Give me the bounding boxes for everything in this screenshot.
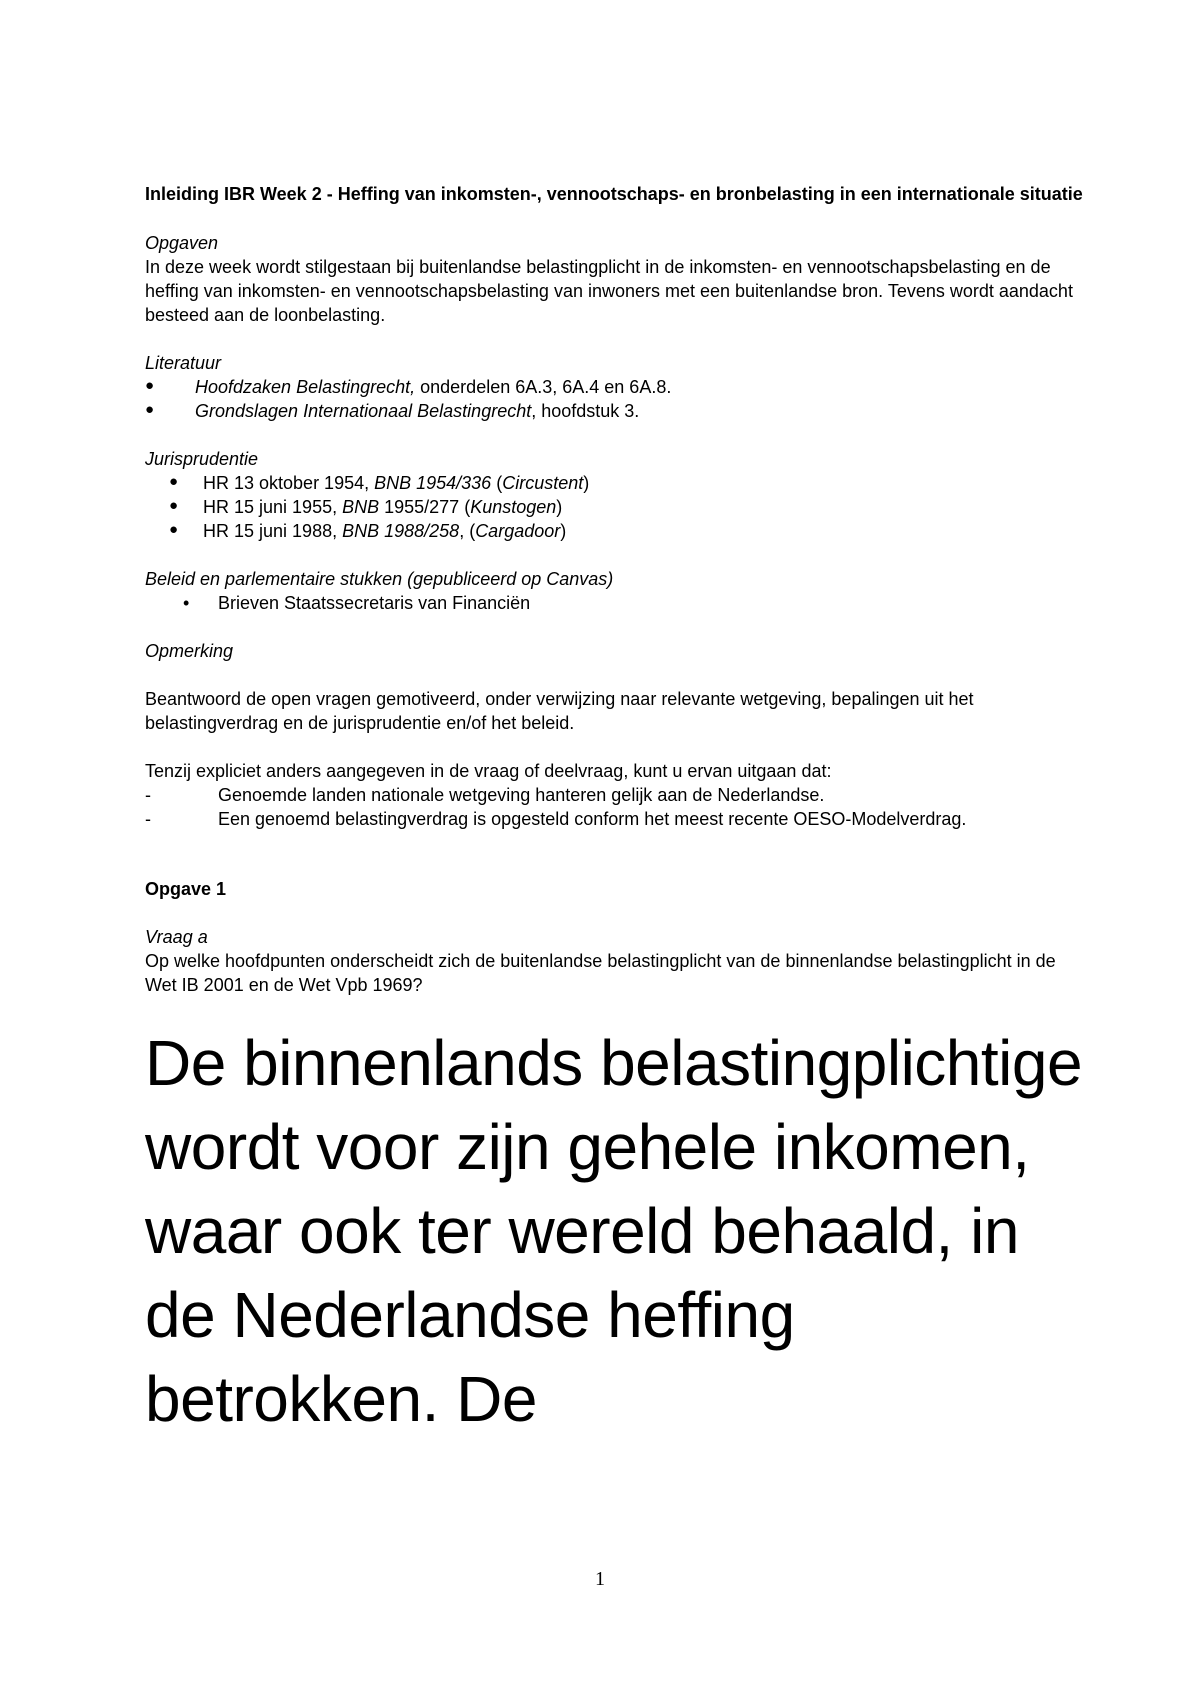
answer-text: De binnenlands belastingplichtige wordt voor zijn gehele inkomen, waar ook ter wereld behaald, in de Nederlandse heffing betrokken. De	[145, 1027, 1083, 1435]
opgaven-heading: Opgaven	[145, 233, 219, 253]
opgaven-text: In deze week wordt stilgestaan bij buitenlandse belastingplicht in de inkomsten- en vennootschapsbelasting en de heffing van inkomsten- en vennootschapsbelasting van inwoners met een buitenlandse bron. Tevens wordt aandacht besteed aan de loonbelasting.	[145, 257, 1073, 325]
opmerking-item: - Genoemde landen nationale wetgeving hanteren gelijk aan de Nederlandse.	[145, 783, 1085, 807]
jurisprudentie-heading: Jurisprudentie	[145, 449, 259, 469]
opmerking-list	[145, 783, 1085, 831]
document-page	[145, 180, 1085, 1441]
opmerking-paragraph-1: Beantwoord de open vragen gemotiveerd, onder verwijzing naar relevante wetgeving, bepalingen uit het belastingverdrag en de jurisprudentie en/of het beleid.	[145, 689, 974, 733]
beleid-heading: Beleid en parlementaire stukken (gepubliceerd op Canvas)	[145, 569, 614, 589]
jurisprudentie-item: ● HR 15 juni 1988, BNB 1988/258, (Cargadoor)	[145, 519, 1085, 543]
jurisprudentie-list	[145, 471, 1085, 543]
literatuur-heading: Literatuur	[145, 353, 222, 373]
opgave1-heading: Opgave 1	[145, 879, 227, 899]
opmerking-heading: Opmerking	[145, 641, 234, 661]
opmerking-paragraph-2: Tenzij expliciet anders aangegeven in de vraag of deelvraag, kunt u ervan uitgaan dat:	[145, 761, 832, 781]
vraag-a-text: Op welke hoofdpunten onderscheidt zich de buitenlandse belastingplicht van de binnenlandse belastingplicht in de Wet IB 2001 en de Wet Vpb 1969?	[145, 951, 1056, 995]
vraag-a-label: Vraag a	[145, 927, 208, 947]
literatuur-list	[145, 375, 1085, 423]
beleid-list	[145, 591, 1085, 615]
opmerking-item: - Een genoemd belastingverdrag is opgesteld conform het meest recente OESO-Modelverdrag.	[145, 807, 1085, 831]
jurisprudentie-item: ● HR 15 juni 1955, BNB 1955/277 (Kunstogen)	[145, 495, 1085, 519]
literatuur-item: ● Grondslagen Internationaal Belastingrecht, hoofdstuk 3.	[145, 399, 1085, 423]
literatuur-item: ● Hoofdzaken Belastingrecht, onderdelen 6A.3, 6A.4 en 6A.8.	[145, 375, 1085, 399]
beleid-item: • Brieven Staatssecretaris van Financiën	[145, 591, 1085, 615]
document-title: Inleiding IBR Week 2 - Heffing van inkomsten-, vennootschaps- en bronbelasting in een internationale situatie	[145, 184, 1083, 204]
jurisprudentie-item: ● HR 13 oktober 1954, BNB 1954/336 (Circustent)	[145, 471, 1085, 495]
page-number: 1	[595, 1568, 605, 1590]
